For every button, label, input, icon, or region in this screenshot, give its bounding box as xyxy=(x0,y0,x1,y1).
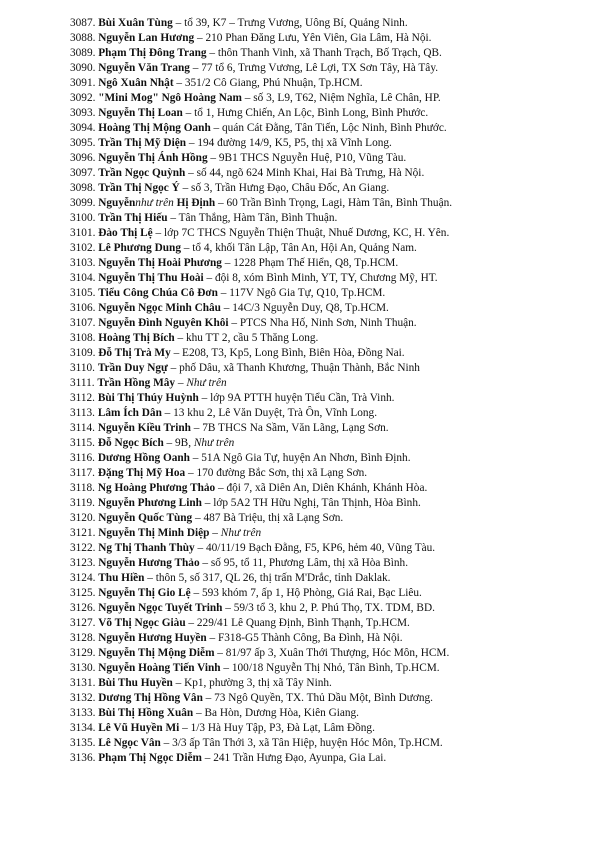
list-item xyxy=(70,166,575,181)
list-item xyxy=(70,196,575,211)
entry-name: Đào Thị Lệ xyxy=(98,227,153,239)
entry-name: Nguyễn Thị Gio Lệ xyxy=(98,587,191,599)
entry-number: 3115. xyxy=(70,437,95,449)
entry-name: Lâm Ích Dân xyxy=(97,407,162,419)
entry-address: – 81/97 ấp 3, Xuân Thới Thượng, Hóc Môn, HCM. xyxy=(214,647,450,659)
entry-number: 3136. xyxy=(70,752,96,764)
entry-number: 3117. xyxy=(70,467,95,479)
entry-number: 3100. xyxy=(70,212,96,224)
entry-address: – khu TT 2, cầu 5 Thăng Long. xyxy=(174,332,319,344)
entry-number: 3125. xyxy=(70,587,96,599)
entry-address: – 100/18 Nguyễn Thị Nhỏ, Tân Bình, Tp.HCM. xyxy=(220,662,440,674)
list-item xyxy=(70,181,575,196)
entry-number: 3121. xyxy=(70,527,96,539)
list-item xyxy=(70,226,575,241)
entry-number: 3092. xyxy=(70,92,96,104)
entry-address: – số 3, L9, T62, Niệm Nghĩa, Lê Chân, HP. xyxy=(241,92,441,104)
list-item xyxy=(70,436,575,451)
entry-address: – Tân Thắng, Hàm Tân, Bình Thuận. xyxy=(167,212,338,224)
list-item xyxy=(70,481,575,496)
entry-address: – đội 7, xã Diên An, Diên Khánh, Khánh Hòa. xyxy=(215,482,428,494)
list-item xyxy=(70,556,575,571)
entry-number: 3119. xyxy=(70,497,95,509)
entry-name: Nguyễn Đình Nguyên Khôi xyxy=(98,317,229,329)
list-item xyxy=(70,211,575,226)
list-item xyxy=(70,46,575,61)
entry-address: – 170 đường Bắc Sơn, thị xã Lạng Sơn. xyxy=(185,467,368,479)
entry-number: 3090. xyxy=(70,62,96,74)
entry-address-italic: Như trên xyxy=(220,527,262,539)
list-item xyxy=(70,361,575,376)
list-item xyxy=(70,751,575,766)
entry-number: 3113. xyxy=(70,407,95,419)
entry-name: Hoàng Thị Bích xyxy=(98,332,175,344)
entry-name: Tiểu Công Chúa Cô Đơn xyxy=(98,287,218,299)
list-item xyxy=(70,511,575,526)
entry-address: – 59/3 tổ 3, khu 2, P. Phú Thọ, TX. TDM, BD. xyxy=(222,602,435,614)
entry-number: 3101. xyxy=(70,227,96,239)
list-item xyxy=(70,301,575,316)
entry-name: Nguyễn Văn Trang xyxy=(98,62,190,74)
entry-number: 3098. xyxy=(70,182,96,194)
list-item xyxy=(70,466,575,481)
list-item xyxy=(70,526,575,541)
entry-number: 3107. xyxy=(70,317,96,329)
entry-number: 3126. xyxy=(70,602,96,614)
entry-address-italic: Như trên xyxy=(186,377,227,389)
entry-name: "Mini Mog" Ngô Hoàng Nam xyxy=(98,92,242,104)
list-item xyxy=(70,706,575,721)
entry-address: – lớp 5A2 TH Hữu Nghị, Tân Thịnh, Hòa Bình. xyxy=(201,497,421,509)
entry-name: Nguyễn Lan Hương xyxy=(98,32,195,44)
entry-number: 3120. xyxy=(70,512,96,524)
entry-address: – 351/2 Cô Giang, Phú Nhuận, Tp.HCM. xyxy=(173,77,363,89)
entry-address: – 13 khu 2, Lê Văn Duyệt, Trà Ôn, Vĩnh Long. xyxy=(161,407,378,419)
entry-address: – 60 Trần Bình Trọng, Lagi, Hàm Tân, Bình Thuận. xyxy=(215,197,453,209)
list-item xyxy=(70,691,575,706)
list-item xyxy=(70,616,575,631)
list-item xyxy=(70,121,575,136)
entry-address: – thôn 5, số 317, QL 26, thị trấn M'Drắc, tỉnh Daklak. xyxy=(144,572,391,584)
entry-address: – xyxy=(175,377,187,389)
entry-number: 3124. xyxy=(70,572,96,584)
entry-name: Nguyễn Thị Thu Hoài xyxy=(98,272,204,284)
entry-address: – 117V Ngô Gia Tự, Q10, Tp.HCM. xyxy=(217,287,386,299)
entry-name: Lê Ngọc Vân xyxy=(98,737,161,749)
entry-address: – lớp 7C THCS Nguyễn Thiện Thuật, Nhuế Dương, KC, H. Yên. xyxy=(152,227,450,239)
entry-address: – 77 tổ 6, Trưng Vương, Lê Lợi, TX Sơn Tây, Hà Tây. xyxy=(189,62,439,74)
entry-address: – số 95, tổ 11, Phương Lâm, thị xã Hòa Bình. xyxy=(199,557,409,569)
list-item xyxy=(70,406,575,421)
entry-name: Ngô Xuân Nhật xyxy=(98,77,174,89)
list-item xyxy=(70,61,575,76)
list-item xyxy=(70,271,575,286)
entry-address: – 1228 Phạm Thế Hiển, Q8, Tp.HCM. xyxy=(221,257,399,269)
entry-address: – lớp 9A PTTH huyện Tiểu Cần, Trà Vinh. xyxy=(198,392,395,404)
entry-number: 3135. xyxy=(70,737,96,749)
entry-number: 3116. xyxy=(70,452,95,464)
list-item xyxy=(70,736,575,751)
entry-name: Đặng Thị Mỹ Hoa xyxy=(97,467,186,479)
entry-address: – phố Dâu, xã Thanh Khương, Thuận Thành, Bắc Ninh xyxy=(167,362,420,374)
entry-address: – E208, T3, Kp5, Long Bình, Biên Hòa, Đồng Nai. xyxy=(170,347,405,359)
entry-number: 3089. xyxy=(70,47,96,59)
entry-address: – F318-G5 Thành Công, Ba Đình, Hà Nội. xyxy=(206,632,403,644)
list-item xyxy=(70,376,575,391)
entry-number: 3096. xyxy=(70,152,96,164)
list-item xyxy=(70,676,575,691)
entry-name: Nguyễn Thị Loan xyxy=(98,107,183,119)
entry-number: 3111. xyxy=(70,377,95,389)
entry-number: 3087. xyxy=(70,17,96,29)
entry-name-italic: như trên xyxy=(135,197,174,209)
list-item xyxy=(70,16,575,31)
entry-number: 3093. xyxy=(70,107,96,119)
entry-address: – 593 khóm 7, ấp 1, Hộ Phòng, Giá Rai, Bạc Liêu. xyxy=(190,587,422,599)
entry-address: – 229/41 Lê Quang Định, Bình Thạnh, Tp.HCM. xyxy=(185,617,410,629)
entry-name: Trần Thị Hiếu xyxy=(98,212,168,224)
entry-name: Ng Hoàng Phương Thảo xyxy=(97,482,216,494)
entry-number: 3104. xyxy=(70,272,96,284)
list-item xyxy=(70,241,575,256)
entry-number: 3102. xyxy=(70,242,96,254)
entry-address: – 3/3 ấp Tân Thới 3, xã Tân Hiệp, huyện Hóc Môn, Tp.HCM. xyxy=(160,737,443,749)
entry-name: Trần Ngọc Quỳnh xyxy=(98,167,186,179)
entry-name: Bùi Thị Hồng Xuân xyxy=(98,707,194,719)
list-item xyxy=(70,451,575,466)
entry-name: Bùi Xuân Tùng xyxy=(98,17,173,29)
entry-address: – tổ 4, khối Tân Lập, Tân An, Hội An, Quảng Nam. xyxy=(180,242,417,254)
list-item xyxy=(70,661,575,676)
list-item xyxy=(70,136,575,151)
list-item xyxy=(70,316,575,331)
entry-address: – 487 Bà Triệu, thị xã Lạng Sơn. xyxy=(192,512,344,524)
entry-address: – 51A Ngô Gia Tự, huyện An Nhơn, Bình Định. xyxy=(189,452,411,464)
entry-name: Nguyễn Hương Thảo xyxy=(98,557,200,569)
entry-name: Trần Thị Ngọc Ý xyxy=(98,182,180,194)
entry-name-tail: Hị Định xyxy=(173,197,216,209)
entry-address: – Ba Hòn, Dương Hòa, Kiên Giang. xyxy=(193,707,360,719)
entry-name: Nguyễn Phương Linh xyxy=(97,497,202,509)
list-item xyxy=(70,91,575,106)
entry-name: Dương Thị Hồng Vân xyxy=(98,692,203,704)
list-item xyxy=(70,421,575,436)
entry-number: 3118. xyxy=(70,482,95,494)
entry-number: 3129. xyxy=(70,647,96,659)
entry-number: 3091. xyxy=(70,77,96,89)
entry-number: 3097. xyxy=(70,167,96,179)
list-item xyxy=(70,721,575,736)
entry-number: 3099. xyxy=(70,197,96,209)
entry-address: – 40/11/19 Bạch Đằng, F5, KP6, hẻm 40, Vũng Tàu. xyxy=(194,542,436,554)
entry-number: 3095. xyxy=(70,137,96,149)
list-item xyxy=(70,151,575,166)
entry-name: Thu Hiền xyxy=(98,572,145,584)
list-item xyxy=(70,286,575,301)
entry-address: – 14C/3 Nguyễn Duy, Q8, Tp.HCM. xyxy=(220,302,389,314)
entry-name: Phạm Thị Ngọc Diễm xyxy=(98,752,202,764)
entry-name: Ng Thị Thanh Thùy xyxy=(98,542,195,554)
entry-address: – 9B1 THCS Nguyễn Huệ, P10, Vũng Tàu. xyxy=(207,152,407,164)
entry-name: Nguyễn Hoàng Tiến Vinh xyxy=(98,662,221,674)
entry-name: Nguyễn Quốc Tùng xyxy=(98,512,193,524)
entry-name: Võ Thị Ngọc Giàu xyxy=(98,617,186,629)
entry-number: 3105. xyxy=(70,287,96,299)
entry-name: Trần Thị Mỹ Diện xyxy=(98,137,187,149)
entry-name: Bùi Thu Huyền xyxy=(98,677,173,689)
entry-address: – tổ 1, Hưng Chiến, An Lộc, Bình Long, Bình Phước. xyxy=(182,107,429,119)
entry-address: – 73 Ngô Quyền, TX. Thủ Dầu Một, Bình Dương. xyxy=(202,692,433,704)
entry-name: Nguyễn Ngọc Tuyết Trinh xyxy=(98,602,223,614)
entry-address: – 194 đường 14/9, K5, P5, thị xã Vĩnh Long. xyxy=(186,137,392,149)
entry-name: Nguyễn Thị Minh Diệp xyxy=(98,527,210,539)
entry-name: Lê Phương Dung xyxy=(98,242,181,254)
entry-address: – 1/3 Hà Huy Tập, P3, Đà Lạt, Lâm Đồng. xyxy=(179,722,375,734)
entry-number: 3094. xyxy=(70,122,96,134)
entry-address-italic: Như trên xyxy=(193,437,235,449)
entry-number: 3114. xyxy=(70,422,95,434)
entry-name: Trần Hồng Mây xyxy=(97,377,176,389)
entry-number: 3130. xyxy=(70,662,96,674)
entry-number: 3112. xyxy=(70,392,95,404)
list-item xyxy=(70,391,575,406)
list-item xyxy=(70,541,575,556)
entry-number: 3132. xyxy=(70,692,96,704)
entry-name: Đỗ Ngọc Bích xyxy=(97,437,164,449)
entry-address: – số 3, Trần Hưng Đạo, Châu Đốc, An Giang. xyxy=(179,182,390,194)
entry-name: Nguyễn Ngọc Minh Châu xyxy=(98,302,221,314)
entry-number: 3108. xyxy=(70,332,96,344)
entry-name: Nguyễn Hương Huyền xyxy=(98,632,207,644)
entry-name: Lê Vũ Huyền Mi xyxy=(98,722,180,734)
entry-address: – số 44, ngõ 624 Minh Khai, Hai Bà Trưng, Hà Nội. xyxy=(185,167,425,179)
entry-name: Đỗ Thị Trà My xyxy=(98,347,171,359)
entry-name: Nguyễn Thị Hoài Phương xyxy=(98,257,222,269)
entry-number: 3106. xyxy=(70,302,96,314)
entry-name: Nguyễn Thị Ánh Hồng xyxy=(98,152,208,164)
list-item xyxy=(70,346,575,361)
entry-address: – PTCS Nha Hố, Ninh Sơn, Ninh Thuận. xyxy=(228,317,417,329)
entry-number: 3127. xyxy=(70,617,96,629)
entry-address: – đội 8, xóm Bình Minh, YT, TY, Chương Mỹ, HT. xyxy=(203,272,438,284)
list-item xyxy=(70,496,575,511)
entry-address: – 210 Phan Đăng Lưu, Yên Viên, Gia Lâm, Hà Nội. xyxy=(194,32,432,44)
entry-name: Phạm Thị Đông Trang xyxy=(98,47,207,59)
list-item xyxy=(70,646,575,661)
entry-number: 3128. xyxy=(70,632,96,644)
entry-name: Nguyễn xyxy=(98,197,136,209)
entry-name: Dương Hồng Oanh xyxy=(97,452,190,464)
entry-address: – 241 Trần Hưng Đạo, Ayunpa, Gia Lai. xyxy=(201,752,387,764)
entry-address: – xyxy=(209,527,221,539)
entry-name: Hoàng Thị Mộng Oanh xyxy=(98,122,211,134)
entry-number: 3103. xyxy=(70,257,96,269)
list-item xyxy=(70,256,575,271)
entry-name: Nguyễn Thị Mộng Diễm xyxy=(98,647,215,659)
entry-number: 3131. xyxy=(70,677,96,689)
list-item xyxy=(70,601,575,616)
entry-number: 3110. xyxy=(70,362,95,374)
entry-name: Nguyễn Kiều Trinh xyxy=(97,422,191,434)
entry-number: 3134. xyxy=(70,722,96,734)
entry-number: 3109. xyxy=(70,347,96,359)
list-item xyxy=(70,31,575,46)
list-item xyxy=(70,631,575,646)
entry-address: – 7B THCS Na Sầm, Văn Lãng, Lạng Sơn. xyxy=(190,422,389,434)
entry-address: – quán Cát Đằng, Tân Tiến, Lộc Ninh, Bình Phước. xyxy=(210,122,447,134)
list-item xyxy=(70,76,575,91)
list-item xyxy=(70,331,575,346)
list-item xyxy=(70,586,575,601)
entry-list xyxy=(70,16,575,766)
entry-number: 3088. xyxy=(70,32,96,44)
entry-number: 3122. xyxy=(70,542,96,554)
list-item xyxy=(70,106,575,121)
entry-number: 3133. xyxy=(70,707,96,719)
entry-name: Bùi Thị Thúy Huỳnh xyxy=(97,392,199,404)
list-item xyxy=(70,571,575,586)
entry-address: – 9B, xyxy=(163,437,194,449)
entry-address: – thôn Thanh Vinh, xã Thanh Trạch, Bố Trạch, QB. xyxy=(206,47,442,59)
entry-name: Trần Duy Ngự xyxy=(97,362,168,374)
entry-address: – Kp1, phường 3, thị xã Tây Ninh. xyxy=(172,677,332,689)
document-page xyxy=(70,16,575,766)
entry-number: 3123. xyxy=(70,557,96,569)
entry-address: – tổ 39, K7 – Trưng Vương, Uông Bí, Quảng Ninh. xyxy=(172,17,408,29)
